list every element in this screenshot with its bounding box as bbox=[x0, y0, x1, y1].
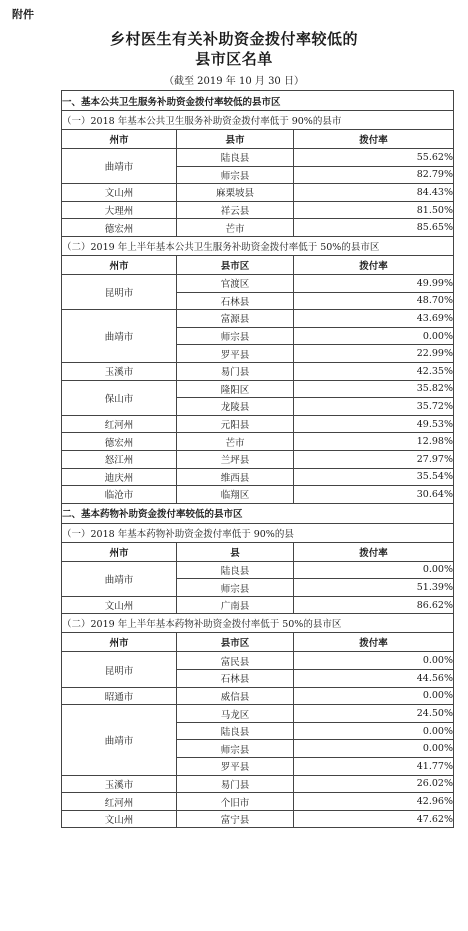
county-cell: 易门县 bbox=[177, 775, 294, 793]
rate-cell: 42.96% bbox=[294, 793, 454, 811]
col-header-rate: 拨付率 bbox=[294, 542, 454, 561]
subsection-title: （一）2018 年基本公共卫生服务补助资金拨付率低于 90%的县市 bbox=[62, 111, 454, 130]
subsection-row bbox=[62, 111, 454, 130]
county-cell: 隆阳区 bbox=[177, 380, 294, 398]
col-header-rate: 拨付率 bbox=[294, 633, 454, 652]
table-row bbox=[62, 274, 454, 292]
table-row bbox=[62, 793, 454, 811]
rate-cell: 44.56% bbox=[294, 670, 454, 688]
col-header-county: 县市 bbox=[177, 130, 294, 149]
county-cell: 祥云县 bbox=[177, 201, 294, 219]
city-cell: 文山州 bbox=[62, 184, 177, 202]
city-cell: 曲靖市 bbox=[62, 310, 177, 363]
city-cell: 文山州 bbox=[62, 810, 177, 828]
city-cell: 曲靖市 bbox=[62, 705, 177, 775]
table-row bbox=[62, 486, 454, 504]
county-cell: 易门县 bbox=[177, 362, 294, 380]
rate-cell: 84.43% bbox=[294, 184, 454, 202]
table-row bbox=[62, 184, 454, 202]
table-row bbox=[62, 380, 454, 398]
county-cell: 威信县 bbox=[177, 687, 294, 705]
col-header-city: 州市 bbox=[62, 255, 177, 274]
table-row bbox=[62, 775, 454, 793]
document-title-line1: 乡村医生有关补助资金拨付率较低的 bbox=[109, 30, 358, 48]
city-cell: 曲靖市 bbox=[62, 149, 177, 184]
rate-cell: 0.00% bbox=[294, 722, 454, 740]
county-cell: 富宁县 bbox=[177, 810, 294, 828]
county-cell: 广南县 bbox=[177, 596, 294, 614]
table-row bbox=[62, 810, 454, 828]
table-row bbox=[62, 561, 454, 579]
table-row bbox=[62, 652, 454, 670]
rate-cell: 35.82% bbox=[294, 380, 454, 398]
rate-cell: 55.62% bbox=[294, 149, 454, 167]
table-row bbox=[62, 687, 454, 705]
subsection-row bbox=[62, 236, 454, 255]
county-cell: 师宗县 bbox=[177, 166, 294, 184]
county-cell: 芒市 bbox=[177, 219, 294, 237]
county-cell: 元阳县 bbox=[177, 415, 294, 433]
col-header-city: 州市 bbox=[62, 542, 177, 561]
rate-cell: 22.99% bbox=[294, 345, 454, 363]
city-cell: 大理州 bbox=[62, 201, 177, 219]
county-cell: 维西县 bbox=[177, 468, 294, 486]
city-cell: 怒江州 bbox=[62, 450, 177, 468]
rate-cell: 27.97% bbox=[294, 450, 454, 468]
county-cell: 师宗县 bbox=[177, 579, 294, 597]
table-row bbox=[62, 596, 454, 614]
county-cell: 个旧市 bbox=[177, 793, 294, 811]
table-row bbox=[62, 468, 454, 486]
col-header-rate: 拨付率 bbox=[294, 255, 454, 274]
rate-cell: 42.35% bbox=[294, 362, 454, 380]
table-row bbox=[62, 149, 454, 167]
city-cell: 临沧市 bbox=[62, 486, 177, 504]
rate-cell: 0.00% bbox=[294, 327, 454, 345]
county-cell: 陆良县 bbox=[177, 561, 294, 579]
subsection-title: （一）2018 年基本药物补助资金拨付率低于 90%的县 bbox=[62, 523, 454, 542]
rate-cell: 51.39% bbox=[294, 579, 454, 597]
rate-cell: 48.70% bbox=[294, 292, 454, 310]
county-cell: 芒市 bbox=[177, 433, 294, 451]
city-cell: 曲靖市 bbox=[62, 561, 177, 596]
rate-cell: 86.62% bbox=[294, 596, 454, 614]
header-row bbox=[62, 130, 454, 149]
city-cell: 玉溪市 bbox=[62, 775, 177, 793]
county-cell: 罗平县 bbox=[177, 758, 294, 776]
county-cell: 师宗县 bbox=[177, 740, 294, 758]
rate-cell: 35.54% bbox=[294, 468, 454, 486]
rate-cell: 81.50% bbox=[294, 201, 454, 219]
table-row bbox=[62, 362, 454, 380]
county-cell: 官渡区 bbox=[177, 274, 294, 292]
document-title-line2: 县市区名单 bbox=[195, 50, 273, 68]
attachment-label: 附件 bbox=[12, 8, 34, 21]
rate-cell: 82.79% bbox=[294, 166, 454, 184]
city-cell: 保山市 bbox=[62, 380, 177, 415]
col-header-city: 州市 bbox=[62, 633, 177, 652]
county-cell: 富源县 bbox=[177, 310, 294, 328]
table-row bbox=[62, 310, 454, 328]
rate-cell: 41.77% bbox=[294, 758, 454, 776]
city-cell: 昆明市 bbox=[62, 274, 177, 309]
rate-cell: 0.00% bbox=[294, 561, 454, 579]
county-list-table bbox=[61, 90, 454, 828]
subsection-title: （二）2019 年上半年基本药物补助资金拨付率低于 50%的县市区 bbox=[62, 614, 454, 633]
header-row bbox=[62, 633, 454, 652]
col-header-county: 县 bbox=[177, 542, 294, 561]
header-row bbox=[62, 542, 454, 561]
city-cell: 德宏州 bbox=[62, 219, 177, 237]
table-row bbox=[62, 415, 454, 433]
city-cell: 红河州 bbox=[62, 793, 177, 811]
rate-cell: 12.98% bbox=[294, 433, 454, 451]
section-row bbox=[62, 91, 454, 111]
rate-cell: 43.69% bbox=[294, 310, 454, 328]
subsection-row bbox=[62, 523, 454, 542]
county-cell: 临翔区 bbox=[177, 486, 294, 504]
county-cell: 师宗县 bbox=[177, 327, 294, 345]
table-row bbox=[62, 433, 454, 451]
col-header-rate: 拨付率 bbox=[294, 130, 454, 149]
city-cell: 昭通市 bbox=[62, 687, 177, 705]
rate-cell: 49.99% bbox=[294, 274, 454, 292]
subsection-row bbox=[62, 614, 454, 633]
section-title: 二、基本药物补助资金拨付率较低的县市区 bbox=[62, 503, 454, 523]
county-cell: 麻栗坡县 bbox=[177, 184, 294, 202]
rate-cell: 0.00% bbox=[294, 687, 454, 705]
rate-cell: 26.02% bbox=[294, 775, 454, 793]
county-cell: 陆良县 bbox=[177, 722, 294, 740]
section-title: 一、基本公共卫生服务补助资金拨付率较低的县市区 bbox=[62, 91, 454, 111]
rate-cell: 0.00% bbox=[294, 740, 454, 758]
county-cell: 石林县 bbox=[177, 670, 294, 688]
county-cell: 陆良县 bbox=[177, 149, 294, 167]
rate-cell: 47.62% bbox=[294, 810, 454, 828]
date-note: （截至 2019 年 10 月 30 日） bbox=[164, 76, 304, 87]
rate-cell: 49.53% bbox=[294, 415, 454, 433]
col-header-county: 县市区 bbox=[177, 255, 294, 274]
city-cell: 昆明市 bbox=[62, 652, 177, 687]
city-cell: 迪庆州 bbox=[62, 468, 177, 486]
rate-cell: 85.65% bbox=[294, 219, 454, 237]
table-row bbox=[62, 201, 454, 219]
table-row bbox=[62, 450, 454, 468]
rate-cell: 35.72% bbox=[294, 398, 454, 416]
col-header-county: 县市区 bbox=[177, 633, 294, 652]
county-cell: 富民县 bbox=[177, 652, 294, 670]
rate-cell: 30.64% bbox=[294, 486, 454, 504]
section-row bbox=[62, 503, 454, 523]
city-cell: 德宏州 bbox=[62, 433, 177, 451]
county-cell: 罗平县 bbox=[177, 345, 294, 363]
city-cell: 文山州 bbox=[62, 596, 177, 614]
county-cell: 马龙区 bbox=[177, 705, 294, 723]
rate-cell: 0.00% bbox=[294, 652, 454, 670]
rate-cell: 24.50% bbox=[294, 705, 454, 723]
county-cell: 兰坪县 bbox=[177, 450, 294, 468]
county-cell: 龙陵县 bbox=[177, 398, 294, 416]
city-cell: 红河州 bbox=[62, 415, 177, 433]
city-cell: 玉溪市 bbox=[62, 362, 177, 380]
county-cell: 石林县 bbox=[177, 292, 294, 310]
subsection-title: （二）2019 年上半年基本公共卫生服务补助资金拨付率低于 50%的县市区 bbox=[62, 236, 454, 255]
table-row bbox=[62, 219, 454, 237]
table-row bbox=[62, 705, 454, 723]
col-header-city: 州市 bbox=[62, 130, 177, 149]
header-row bbox=[62, 255, 454, 274]
